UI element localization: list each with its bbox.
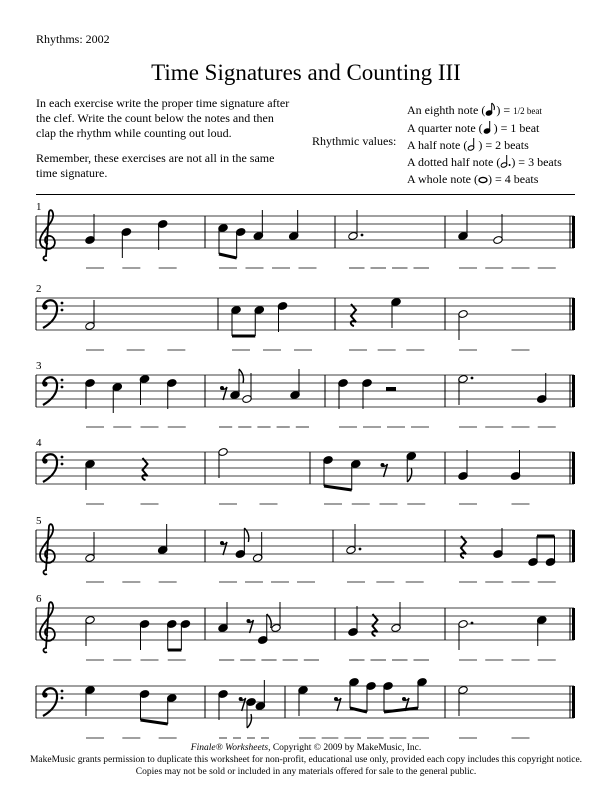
rhythmic-value-equals: ) = xyxy=(478,138,496,152)
treble-clef-icon xyxy=(40,210,55,260)
exercise-staff xyxy=(36,677,575,738)
eighth-rest-stem xyxy=(222,542,227,555)
note-beam xyxy=(324,486,352,490)
rhythmic-value-prefix: A whole note ( xyxy=(407,172,478,186)
bass-clef-dot xyxy=(61,302,64,305)
final-barline-thick xyxy=(572,375,575,407)
instructions-paragraph-1: In each exercise write the proper time signature after the clef. Write the count below the notes and then clap the rhythm while counting out loud. xyxy=(36,96,290,140)
footer xyxy=(0,742,612,778)
note-dot xyxy=(471,377,474,380)
bass-clef-dot xyxy=(42,304,47,309)
bass-clef-dot xyxy=(61,386,64,389)
eighth-rest-stem xyxy=(249,620,254,633)
exercise-number: 6 xyxy=(36,593,42,605)
rhythmic-value-equals: ) = xyxy=(493,121,511,135)
note-beam xyxy=(350,708,367,712)
eighth-rest-stem xyxy=(222,387,227,400)
rhythmic-value-beats: 1/2 beat xyxy=(513,106,542,116)
final-barline-thick xyxy=(572,452,575,484)
exercise-staff xyxy=(36,360,575,427)
eighth-rest-stem xyxy=(336,698,341,711)
instructions-paragraph-2: Remember, these exercises are not all in the same time signature. xyxy=(36,151,275,180)
footer-line-3: Copies may not be sold or included in any materials offered for sale to the general public. xyxy=(135,767,477,777)
final-barline-thick xyxy=(572,608,575,640)
footer-line-1 xyxy=(0,742,612,754)
exercise-staff xyxy=(36,437,575,504)
footer-copyright: , Copyright © 2009 by MakeMusic, Inc. xyxy=(268,743,422,753)
final-barline-thick xyxy=(572,530,575,562)
rhythmic-value-beats: 1 beat xyxy=(510,121,540,135)
treble-clef-icon xyxy=(40,602,55,652)
final-barline-thick xyxy=(572,298,575,330)
exercise-number: 1 xyxy=(36,201,42,213)
note-flag xyxy=(239,369,244,383)
bass-clef-dot xyxy=(61,309,64,312)
quarter-rest xyxy=(142,458,147,480)
note-dot xyxy=(471,622,474,625)
exercise-staff xyxy=(36,201,575,268)
footer-worksheets-title: Finale® Worksheets xyxy=(190,743,269,753)
bass-clef-dot xyxy=(42,692,47,697)
note-beam xyxy=(141,720,168,724)
rhythmic-value-beats: 2 beats xyxy=(495,138,529,152)
bass-clef-dot xyxy=(42,458,47,463)
footer-line-2: MakeMusic grants permission to duplicate this worksheet for non-profit, educational use only, provided each copy includes this copyright notice. xyxy=(29,755,583,765)
bass-clef-dot xyxy=(61,379,64,382)
rhythmic-value-equals: ) = xyxy=(511,155,529,169)
quarter-rest xyxy=(351,304,356,326)
eighth-rest-stem xyxy=(241,698,246,711)
note-beam xyxy=(384,708,418,712)
treble-clef-icon xyxy=(40,524,55,574)
rhythmic-value-prefix: An eighth note ( xyxy=(407,103,486,117)
exercise-staff xyxy=(36,515,575,582)
final-barline-thick xyxy=(572,216,575,248)
quarter-rest xyxy=(372,614,377,636)
quarter-rest xyxy=(461,536,466,558)
bass-clef-dot xyxy=(61,463,64,466)
rhythmic-value-beats: 4 beats xyxy=(504,172,539,186)
exercise-number: 4 xyxy=(36,437,42,449)
exercise-number: 5 xyxy=(36,515,42,527)
rhythmic-value-prefix: A dotted half note ( xyxy=(407,155,501,169)
note-flag xyxy=(407,468,412,482)
page-title: Time Signatures and Counting III xyxy=(151,60,461,85)
note-flag xyxy=(247,714,252,728)
exercise-number: 2 xyxy=(36,283,42,295)
exercise-number: 3 xyxy=(36,360,42,372)
bass-clef-dot xyxy=(61,690,64,693)
exercise-staff xyxy=(36,283,575,350)
bass-clef-dot xyxy=(61,697,64,700)
note-beam xyxy=(219,254,237,258)
rhythmic-value-equals: ) = xyxy=(488,172,505,186)
rhythmic-values-label: Rhythmic values: xyxy=(312,134,397,148)
rhythmic-value-prefix: A quarter note ( xyxy=(407,121,483,135)
rhythmic-value-equals: ) = xyxy=(496,103,514,117)
bass-clef-dot xyxy=(61,456,64,459)
note-dot xyxy=(359,548,362,551)
eighth-rest-stem xyxy=(383,464,388,477)
note-dot xyxy=(361,234,364,237)
half-rest xyxy=(386,387,396,391)
rhythmic-value-prefix: A half note ( xyxy=(407,138,468,152)
final-barline-thick xyxy=(572,686,575,718)
exercise-staff xyxy=(36,593,575,660)
rhythmic-value-beats: 3 beats xyxy=(528,155,562,169)
bass-clef-dot xyxy=(42,381,47,386)
header-label: Rhythms: 2002 xyxy=(36,32,110,46)
